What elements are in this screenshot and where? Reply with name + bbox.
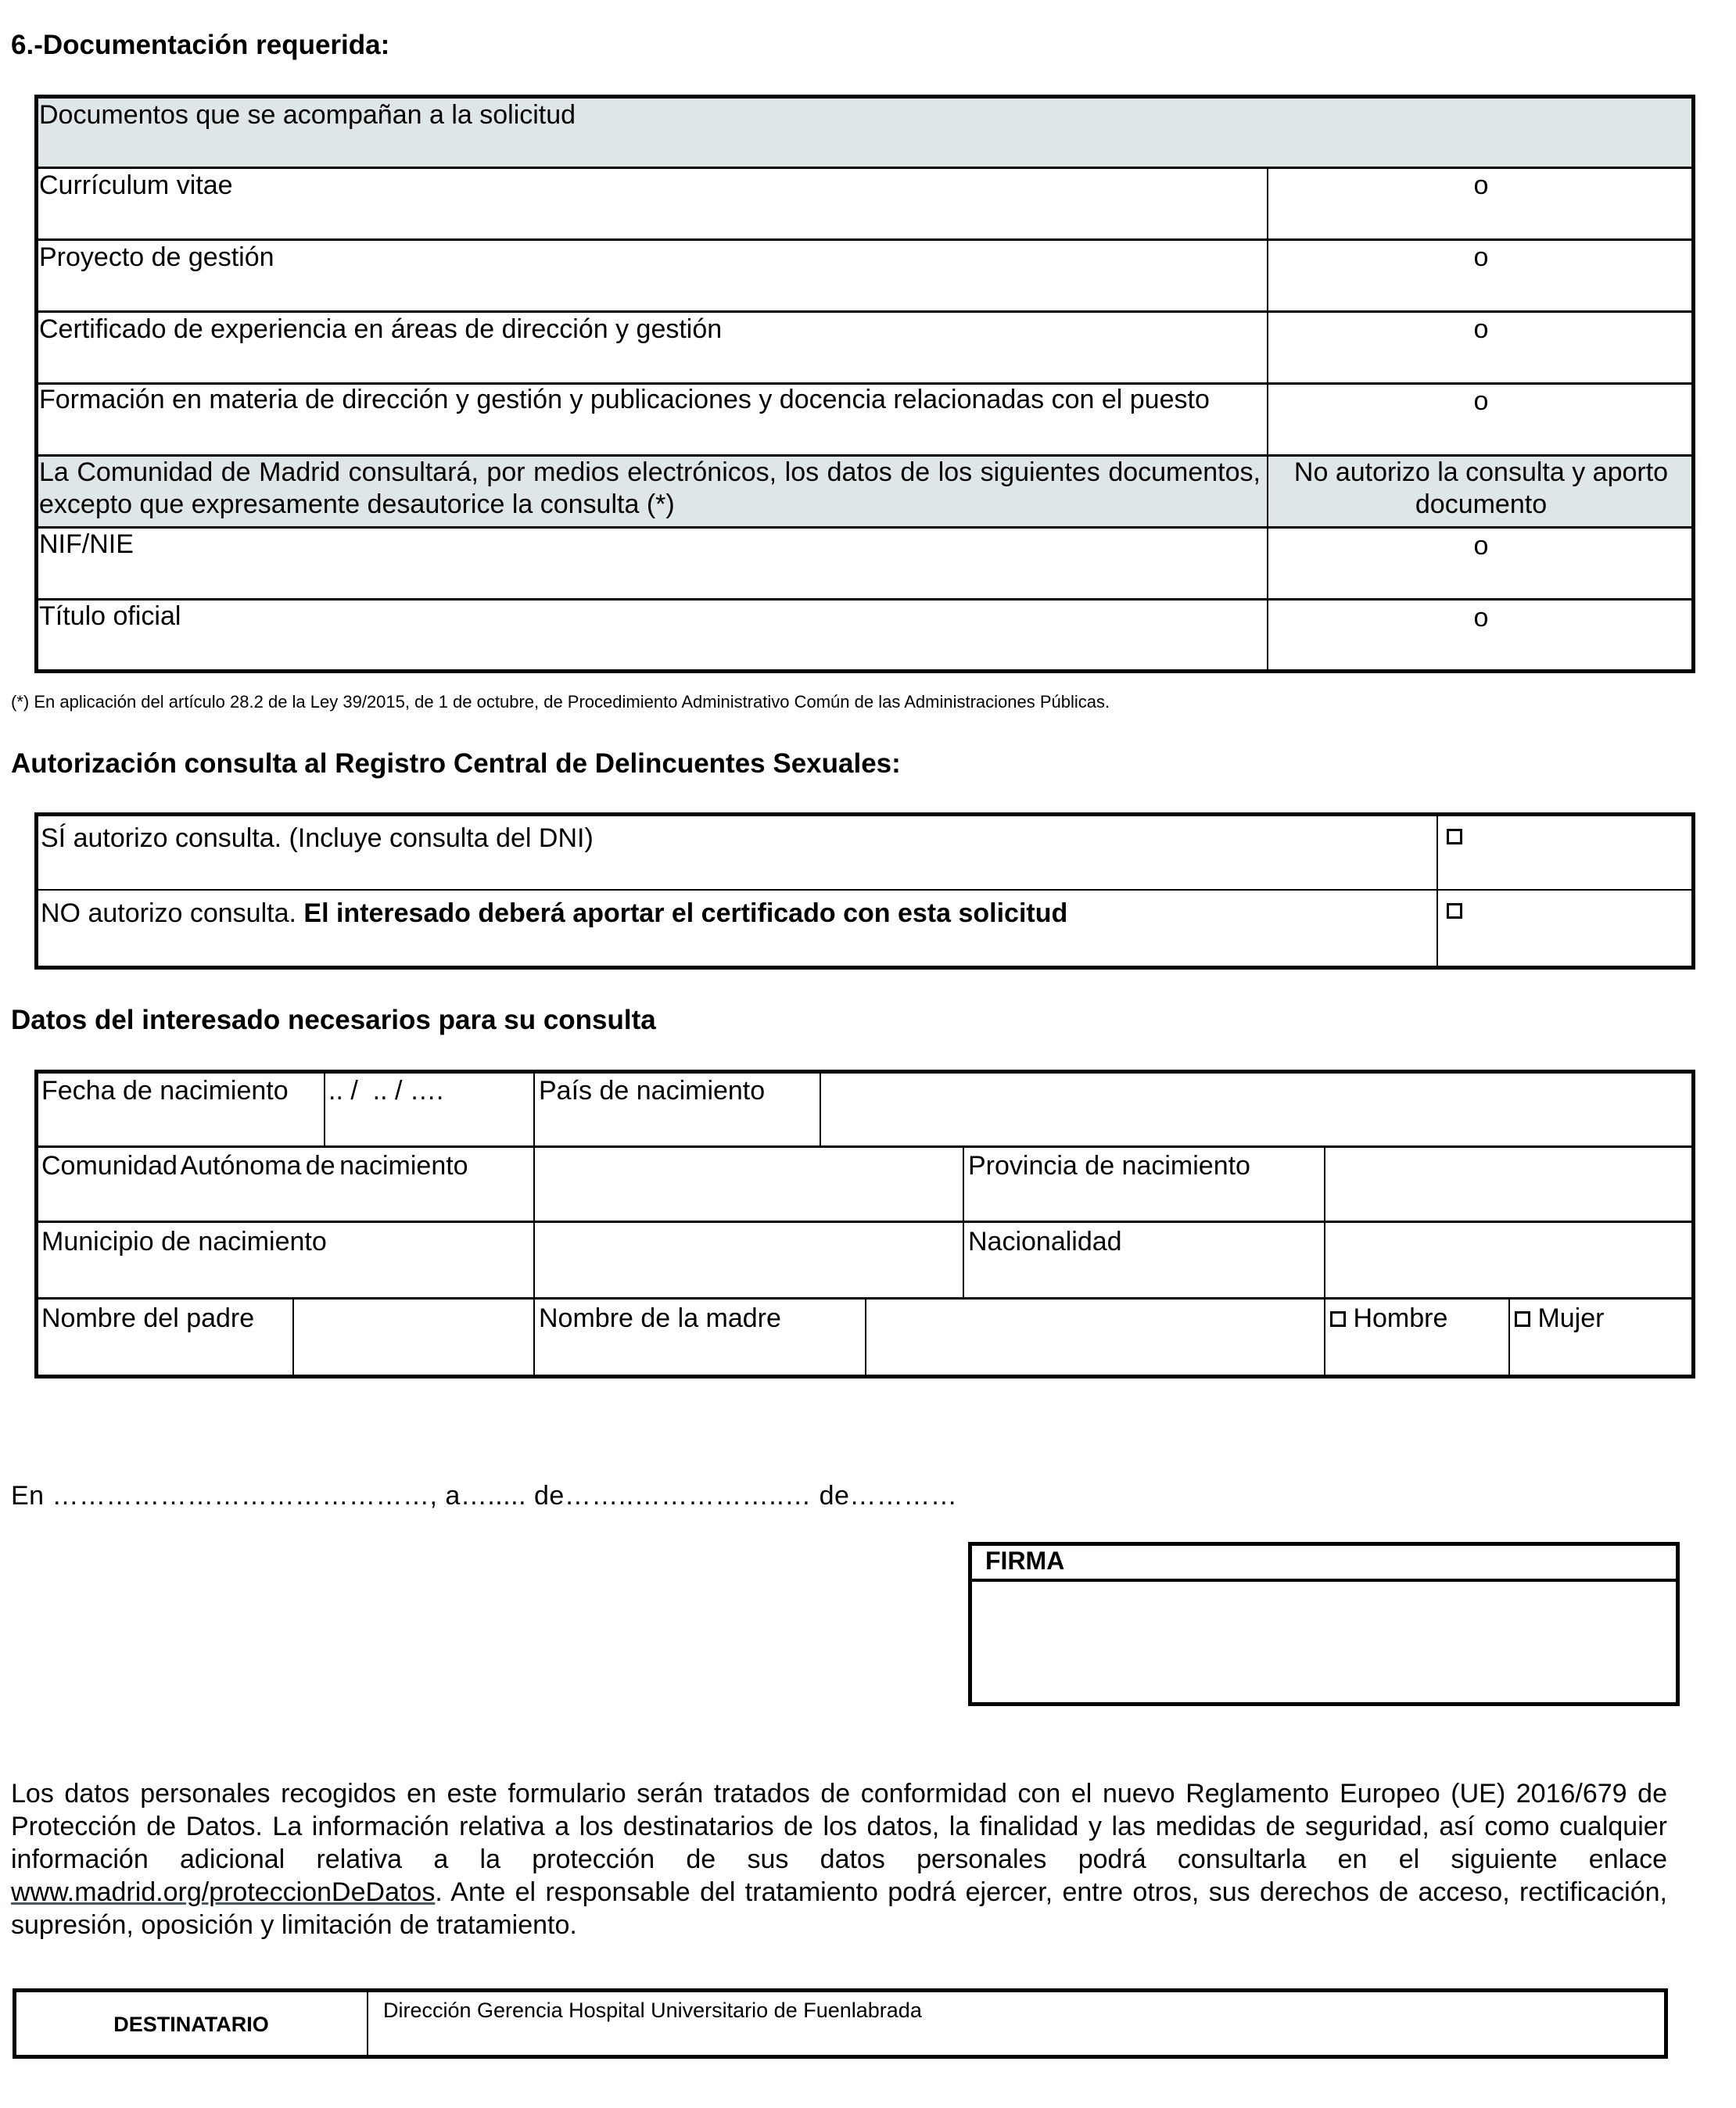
document-label-project: Proyecto de gestión [39, 242, 274, 272]
document-option-cv[interactable]: o [1473, 170, 1489, 200]
registry-option-yes-checkbox[interactable] [1447, 829, 1462, 848]
row-divider [36, 238, 1694, 241]
column-divider [1324, 1147, 1325, 1299]
column-divider [963, 1147, 964, 1299]
sex-option-female[interactable] [1515, 1303, 1604, 1335]
birth-country-label: País de nacimiento [539, 1076, 766, 1106]
birth-country-field[interactable] [823, 1073, 1691, 1145]
registry-heading: Autorización consulta al Registro Central de Delincuentes Sexuales: [11, 748, 901, 779]
nationality-label: Nacionalidad [968, 1227, 1122, 1257]
checkbox-icon [1447, 903, 1462, 919]
document-label-training: Formación en materia de dirección y gestión y publicaciones y docencia relacionadas con el puesto [39, 385, 1210, 414]
document-label-cv: Currículum vitae [39, 170, 233, 200]
consult-header-label: La Comunidad de Madrid consultará, por medios electrónicos, los datos de los siguientes documentos, excepto que expresamente desautorice la consulta (*) [39, 457, 1261, 519]
row-divider [36, 598, 1694, 600]
consult-document-label-nif: NIF/NIE [39, 529, 134, 559]
row-divider [36, 1221, 1694, 1223]
consult-header-column: No autorizo la consulta y aporto documento [1293, 457, 1669, 519]
registry-option-no-checkbox[interactable] [1447, 903, 1462, 923]
row-divider [36, 526, 1694, 529]
sex-option-female-label: Mujer [1537, 1303, 1605, 1333]
checkbox-icon [1447, 829, 1462, 844]
column-divider [865, 1299, 866, 1376]
registry-option-yes-label: SÍ autorizo consulta. (Incluye consulta del DNI) [41, 823, 594, 853]
privacy-notice [11, 1777, 1667, 1941]
column-divider [820, 1071, 821, 1146]
recipient-divider [367, 1991, 368, 2056]
father-name-field[interactable] [296, 1300, 532, 1375]
footnote: (*) En aplicación del artículo 28.2 de la Ley 39/2015, de 1 de octubre, de Procedimiento Administrativo Común de las Administraciones Públicas. [11, 692, 1110, 712]
column-divider [1324, 1299, 1325, 1376]
consult-document-option-nif[interactable]: o [1473, 531, 1489, 561]
birth-region-label: Comunidad Autónoma de nacimiento [41, 1151, 468, 1181]
checkbox-icon [1515, 1311, 1530, 1327]
registry-option-no-text: NO autorizo consulta. [41, 898, 304, 928]
row-divider [36, 889, 1694, 891]
recipient-value: Dirección Gerencia Hospital Universitario de Fuenlabrada [383, 1999, 922, 2022]
documentation-header-label: Documentos que se acompañan a la solicitud [39, 100, 576, 130]
birth-province-label: Provincia de nacimiento [968, 1151, 1250, 1181]
recipient-label: DESTINATARIO [113, 2012, 269, 2036]
birth-municipality-label: Municipio de nacimiento [41, 1227, 327, 1257]
column-divider [324, 1071, 325, 1146]
place-date-line[interactable]: En ……………………………………, a…..... de……..……………..… de………… [11, 1481, 958, 1511]
nationality-field[interactable] [1327, 1224, 1691, 1296]
privacy-text-after: . Ante el responsable del tratamiento podrá ejercer, entre otros, sus derechos de acceso, rectificación, supresión, oposición y limitación de tratamiento. [11, 1877, 1667, 1940]
signature-header-divider [970, 1579, 1678, 1582]
privacy-link[interactable]: www.madrid.org/proteccionDeDatos [11, 1877, 436, 1907]
mother-name-field[interactable] [868, 1300, 1322, 1375]
father-name-label: Nombre del padre [41, 1303, 255, 1333]
birth-date-field[interactable]: .. / .. / …. [328, 1076, 444, 1106]
privacy-text-before: Los datos personales recogidos en este formulario serán tratados de conformidad con el nuevo Reglamento Europeo (UE) 2016/679 de Protección de Datos. La información relativa a los destinatarios de los datos, la finalidad y las medidas de seguridad, así como cualquier información adicional relativa a la protección de sus datos personales podrá consultarla en el siguiente enlace [11, 1779, 1667, 1874]
sex-option-male[interactable] [1330, 1303, 1447, 1335]
personal-data-heading: Datos del interesado necesarios para su consulta [11, 1005, 656, 1035]
document-option-project[interactable]: o [1473, 242, 1489, 272]
document-option-training[interactable]: o [1473, 386, 1489, 416]
consult-document-label-title: Título oficial [39, 601, 181, 631]
column-divider [1437, 815, 1438, 967]
row-divider [36, 310, 1694, 313]
document-option-experience[interactable]: o [1473, 314, 1489, 344]
birth-province-field[interactable] [1327, 1148, 1691, 1220]
column-divider [533, 1299, 535, 1376]
registry-option-no-label [41, 898, 1067, 930]
birth-region-field[interactable] [536, 1148, 962, 1220]
column-divider [1508, 1299, 1510, 1376]
column-divider [292, 1299, 294, 1376]
birth-municipality-field[interactable] [536, 1224, 962, 1296]
birth-date-label: Fecha de nacimiento [41, 1076, 289, 1106]
sex-option-male-label: Hombre [1353, 1303, 1448, 1333]
section-6-heading: 6.-Documentación requerida: [11, 30, 390, 60]
checkbox-icon [1330, 1311, 1346, 1327]
signature-label: FIRMA [985, 1547, 1065, 1575]
column-divider [533, 1071, 535, 1146]
registry-option-no-bold-text: El interesado deberá aportar el certificado con esta solicitud [303, 898, 1068, 928]
signature-area[interactable] [972, 1583, 1676, 1702]
row-divider [36, 167, 1694, 169]
consult-document-option-title[interactable]: o [1473, 603, 1489, 633]
mother-name-label: Nombre de la madre [539, 1303, 781, 1333]
document-label-experience: Certificado de experiencia en áreas de dirección y gestión [39, 314, 723, 344]
column-divider [533, 1147, 535, 1299]
